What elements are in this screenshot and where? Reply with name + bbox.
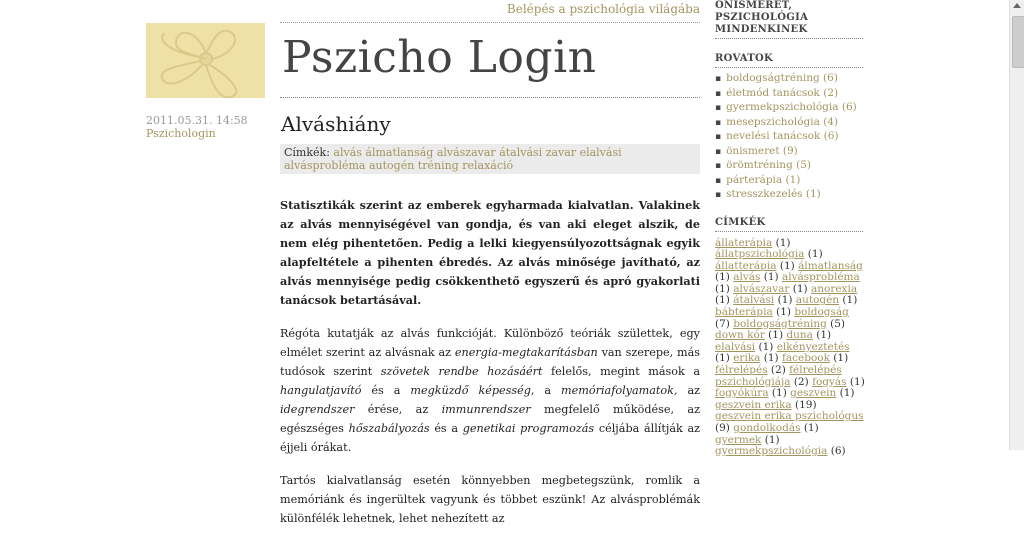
- tag-cloud-link[interactable]: átalvási: [733, 294, 775, 307]
- tag-cloud-link[interactable]: bábterápia: [715, 306, 773, 319]
- tag-count: (1): [768, 387, 791, 400]
- tag-count: (1): [812, 329, 832, 342]
- tag-cloud-link[interactable]: fogyókúra: [715, 387, 769, 400]
- tag-count: (1): [846, 375, 865, 388]
- rovat-item: [715, 188, 865, 203]
- post-content: [280, 196, 700, 542]
- text-run: felelős, megint mások a: [542, 365, 700, 378]
- tag-cloud-link[interactable]: boldogság: [794, 306, 849, 319]
- tag-count: (1): [772, 236, 791, 249]
- rovat-link[interactable]: mesepszichológia (4): [726, 115, 839, 128]
- login-link[interactable]: Belépés a pszichológia világába: [506, 2, 700, 16]
- rovat-item: [715, 174, 865, 189]
- post-tag-link[interactable]: alvás: [333, 146, 362, 159]
- post-tags: [280, 144, 700, 174]
- site-title[interactable]: Pszicho Login: [282, 32, 597, 83]
- post-lead-paragraph: Statisztikák szerint az emberek egyharmada kialvatlan. Valakinek az alvás mennyiségével van gondja, és van aki eleget alszik, de nem elég pihentetően. Pedig a lelki kiegyensúlyozottságnak egyik alapfeltétele a pihenten ébredés. Az alvás minősége javítható, az alvás mennyisége pedig csökkenthető egyszerű és apró gyakorlati tanácsok betartásával.: [280, 198, 700, 307]
- post-tag-link[interactable]: relaxáció: [462, 159, 514, 172]
- tag-count: (1): [761, 433, 780, 446]
- post-tag-link[interactable]: álmatlanság: [365, 146, 434, 159]
- post-paragraph-3: Tartós kialvatlanság esetén könnyebben megbetegszünk, romlik a memóriánk és ingerültek vagyunk és többet eszünk! Az alvásproblémák különfélék lehetnek, lehet nehezített az: [280, 474, 700, 525]
- tag-cloud-link[interactable]: duna: [786, 329, 813, 342]
- tag-count: (1): [772, 306, 795, 319]
- emphasis-text: megküzdő képesség: [410, 384, 531, 397]
- tag-cloud: [715, 238, 865, 458]
- rovat-link[interactable]: nevelési tanácsok (6): [726, 130, 839, 142]
- top-bar: [280, 0, 700, 23]
- text-run: Régóta kutatják az alvás funkcióját. Különböző teóriák születtek, egy elmélet szerint az alvásnak az: [280, 327, 700, 359]
- tag-count: (1): [804, 248, 823, 261]
- tag-count: (1): [760, 271, 782, 284]
- tag-cloud-link[interactable]: állatpszichológia: [715, 248, 805, 261]
- tag-count: (1): [715, 352, 734, 365]
- rovat-item: [715, 72, 865, 87]
- text-run: , a: [530, 384, 562, 397]
- text-run: érése, az: [354, 403, 442, 416]
- text-run: az: [677, 384, 701, 397]
- tag-cloud-link[interactable]: geszvein erika: [715, 398, 792, 411]
- emphasis-text: hangulatjavító: [280, 384, 362, 397]
- tag-count: (1): [776, 259, 799, 272]
- scroll-up-arrow-icon[interactable]: [1013, 3, 1021, 8]
- tag-cloud-link[interactable]: állaterápia: [715, 236, 773, 249]
- rovat-link[interactable]: párterápia (1): [726, 173, 801, 186]
- rovatok-heading: ROVATOK: [715, 53, 863, 68]
- tag-cloud-link[interactable]: alvás: [733, 271, 761, 284]
- tag-count: (1): [836, 387, 855, 400]
- tag-count: (1): [715, 282, 734, 295]
- post-tag-link[interactable]: átalvási zavar: [499, 146, 577, 159]
- tag-count: (1): [760, 352, 782, 365]
- tag-count: (1): [829, 352, 849, 365]
- rovat-link[interactable]: gyermekpszichológia (6): [726, 101, 857, 113]
- rovat-link[interactable]: életmód tanácsok (2): [726, 86, 839, 99]
- tag-count: (1): [715, 271, 734, 284]
- tag-cloud-link[interactable]: autogén: [795, 294, 840, 307]
- tags-label: Címkék:: [284, 146, 330, 159]
- tag-count: (2): [790, 375, 813, 388]
- tag-cloud-link[interactable]: félrelépés pszichológiája: [715, 364, 842, 388]
- tag-count: (9): [715, 422, 734, 434]
- tag-count: (1): [715, 294, 734, 307]
- logo[interactable]: [146, 23, 265, 98]
- tag-count: (1): [800, 422, 819, 434]
- tag-cloud-link[interactable]: geszvein: [790, 387, 837, 400]
- tag-cloud-link[interactable]: geszvein erika pszichológus: [715, 410, 864, 423]
- post-author[interactable]: Pszichologin: [146, 127, 216, 140]
- post-title[interactable]: Alváshiány: [281, 112, 391, 136]
- post-paragraph-2: [280, 324, 700, 457]
- emphasis-text: hőszabályozás: [348, 422, 430, 435]
- tag-count: (2): [767, 364, 790, 377]
- rovat-link[interactable]: örömtréning (5): [726, 159, 811, 171]
- post-meta: [146, 114, 248, 140]
- site-tagline: ÖNISMERET, PSZICHOLÓGIA MINDENKINEK: [715, 0, 863, 39]
- text-run: céljába állítják az éjjeli órákat.: [280, 422, 701, 454]
- rovat-item: [715, 130, 865, 145]
- tag-cloud-link[interactable]: gyermekpszichológia: [715, 445, 828, 458]
- tag-cloud-link[interactable]: erika: [733, 352, 761, 365]
- post-date: 2011.05.31. 14:58: [146, 114, 248, 127]
- post-tag-link[interactable]: alvásprobléma: [284, 159, 366, 172]
- tag-cloud-link[interactable]: félrelépés: [715, 364, 768, 377]
- tag-cloud-link[interactable]: down kór: [715, 329, 765, 342]
- tag-cloud-link[interactable]: elkényeztetés: [776, 340, 850, 353]
- text-run: van szerepe, más tudósok szerint: [280, 346, 700, 378]
- tag-count: (1): [764, 329, 787, 342]
- tag-count: (6): [827, 445, 846, 458]
- emphasis-text: szövetek rendbe hozásáért: [380, 365, 543, 378]
- post-tag-link[interactable]: autogén tréning: [368, 159, 459, 172]
- emphasis-text: energia-megtakarításban: [454, 346, 598, 359]
- tag-cloud-link[interactable]: fogyás: [812, 375, 847, 388]
- flower-icon: [146, 23, 265, 98]
- rovat-link[interactable]: boldogságtréning (6): [726, 72, 838, 84]
- rovat-link[interactable]: stresszkezelés (1): [726, 188, 821, 200]
- tag-cloud-link[interactable]: facebook: [782, 352, 830, 365]
- emphasis-text: immunrendszer: [441, 403, 531, 416]
- tag-cloud-link[interactable]: állatterápia: [715, 259, 777, 272]
- emphasis-text: idegrendszer: [280, 403, 355, 416]
- tag-count: (19): [791, 398, 817, 411]
- sidebar: [715, 0, 865, 458]
- emphasis-text: genetikai programozás: [462, 422, 595, 435]
- title-divider: [280, 97, 700, 98]
- tag-cloud-link[interactable]: gyermek: [715, 433, 762, 446]
- tag-cloud-link[interactable]: anorexia: [810, 282, 858, 295]
- tag-count: (1): [755, 340, 777, 353]
- tag-count: (5): [826, 317, 846, 330]
- tag-cloud-link[interactable]: elalvási: [715, 340, 756, 353]
- tag-count: (7): [715, 317, 734, 330]
- rovat-item: [715, 101, 865, 116]
- tag-count: (1): [839, 294, 858, 307]
- tag-count: (1): [789, 282, 811, 295]
- emphasis-text: memóriafolyamatok,: [561, 384, 678, 397]
- tag-count: (1): [774, 294, 796, 307]
- rovat-item: [715, 145, 865, 160]
- tag-cloud-link[interactable]: álmatlanság: [798, 259, 863, 272]
- post-tag-link[interactable]: alvászavar: [436, 146, 496, 159]
- rovat-link[interactable]: önismeret (9): [726, 144, 798, 157]
- text-run: és a: [361, 384, 411, 397]
- cimkek-heading: CÍMKÉK: [715, 217, 863, 232]
- tag-cloud-link[interactable]: gondolkodás: [733, 422, 801, 434]
- text-run: és a: [429, 422, 463, 435]
- post-tag-link[interactable]: elalvási: [579, 146, 622, 159]
- tag-cloud-link[interactable]: alvásprobléma: [781, 271, 860, 284]
- rovatok-list: [715, 72, 865, 203]
- tag-cloud-link[interactable]: boldogságtréning: [733, 317, 827, 330]
- rovat-item: [715, 87, 865, 102]
- scroll-thumb[interactable]: [1012, 16, 1024, 68]
- tag-cloud-link[interactable]: alvászavar: [733, 282, 790, 295]
- rovat-item: [715, 116, 865, 131]
- vertical-scrollbar[interactable]: [1009, 0, 1024, 450]
- tag-links: [284, 146, 622, 172]
- rovat-item: [715, 159, 865, 174]
- text-run: megfelelő működése, az egészséges: [280, 403, 700, 435]
